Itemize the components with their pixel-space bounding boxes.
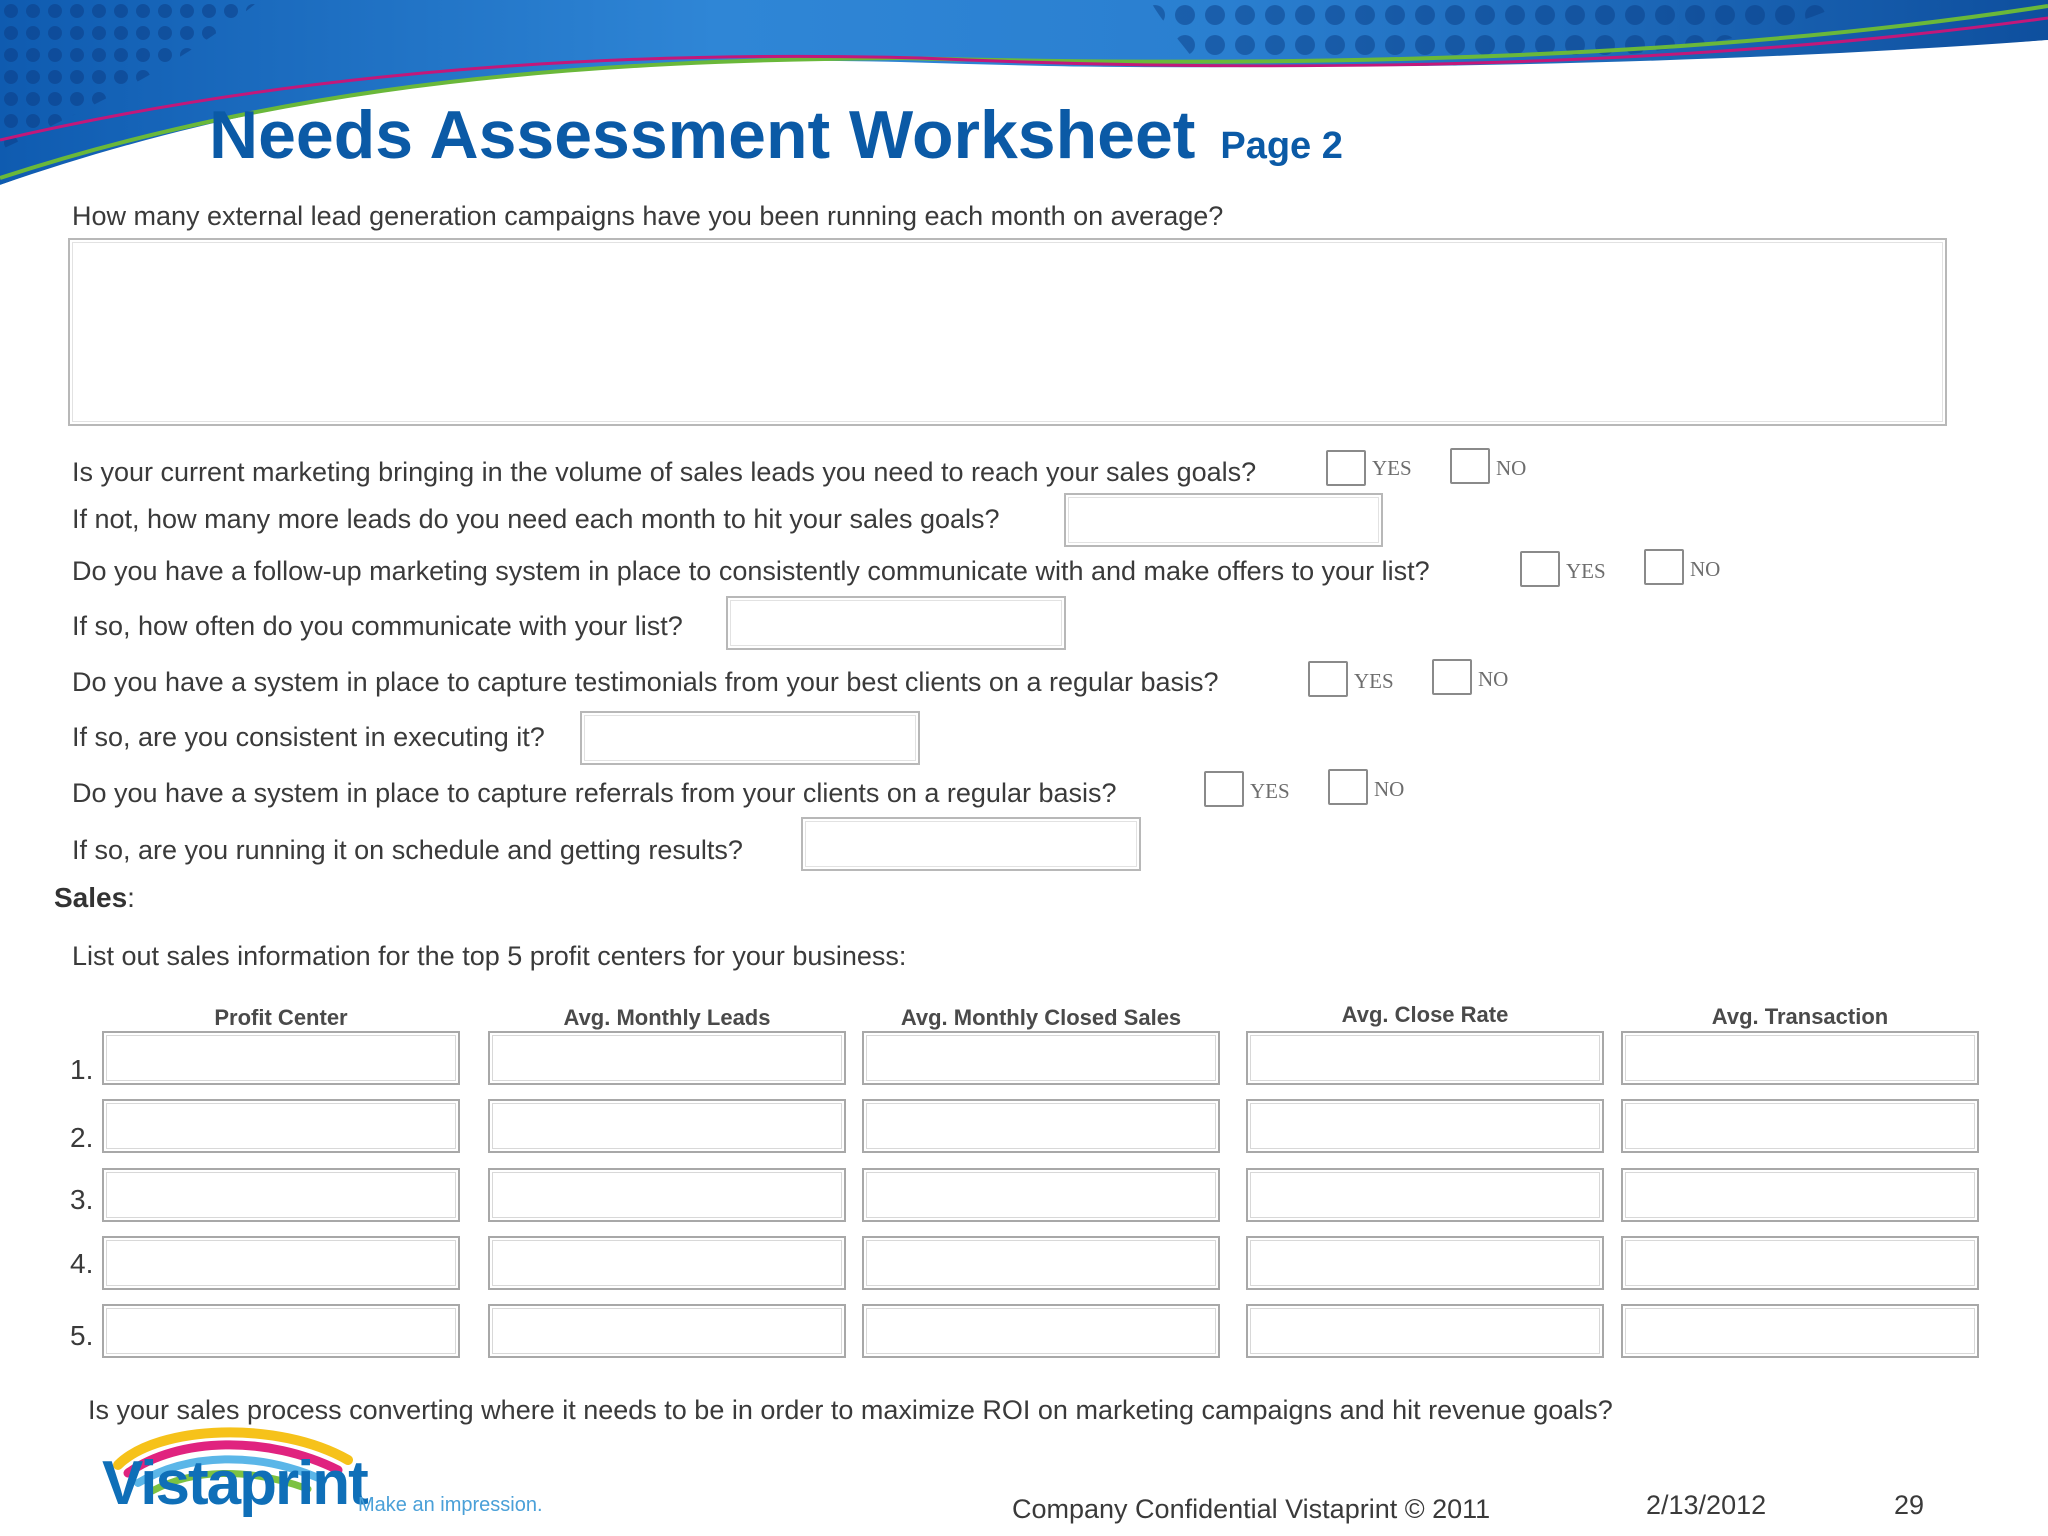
- testimonials-no-label: NO: [1478, 667, 1509, 691]
- campaigns-answer-box[interactable]: [68, 238, 1947, 426]
- sales-cell-close-rate-row-2[interactable]: [1246, 1099, 1604, 1153]
- footer-page-number: 29: [1894, 1490, 1925, 1520]
- page-title: [209, 95, 1343, 186]
- question-testimonials: Do you have a system in place to capture testimonials from your best clients on a regular basis?: [72, 667, 1219, 697]
- schedule-input[interactable]: [801, 817, 1141, 871]
- question-volume: Is your current marketing bringing in the volume of sales leads you need to reach your sales goals?: [72, 457, 1257, 487]
- sales-cell-closed-sales-row-2[interactable]: [862, 1099, 1220, 1153]
- sales-cell-monthly-leads-row-5[interactable]: [488, 1304, 846, 1358]
- sales-cell-close-rate-row-1[interactable]: [1246, 1031, 1604, 1085]
- sales-cell-monthly-leads-row-4[interactable]: [488, 1236, 846, 1290]
- sales-heading-colon: :: [127, 882, 135, 913]
- column-header-monthly-leads: Avg. Monthly Leads: [563, 1005, 771, 1030]
- sales-cell-profit-center-row-1[interactable]: [102, 1031, 460, 1085]
- question-schedule: If so, are you running it on schedule and getting results?: [72, 835, 743, 865]
- sales-cell-closed-sales-row-5[interactable]: [862, 1304, 1220, 1358]
- testimonials-no-checkbox[interactable]: [1432, 659, 1472, 695]
- logo-tagline: Make an impression.: [358, 1494, 543, 1516]
- column-header-close-rate: Avg. Close Rate: [1341, 1002, 1509, 1027]
- testimonials-yes-checkbox[interactable]: [1308, 661, 1348, 697]
- row-number-1: 1.: [70, 1054, 94, 1085]
- consistent-input[interactable]: [580, 711, 920, 765]
- column-header-closed-sales: Avg. Monthly Closed Sales: [900, 1005, 1182, 1030]
- question-how-often: If so, how often do you communicate with your list?: [72, 611, 683, 641]
- sales-cell-closed-sales-row-4[interactable]: [862, 1236, 1220, 1290]
- question-followup: Do you have a follow-up marketing system in place to consistently communicate with and make offers to your list?: [72, 556, 1430, 586]
- sales-cell-transaction-row-5[interactable]: [1621, 1304, 1979, 1358]
- logo-wordmark: Vistaprint: [102, 1449, 367, 1518]
- column-header-profit-center: Profit Center: [214, 1005, 348, 1030]
- question-more-leads: If not, how many more leads do you need each month to hit your sales goals?: [72, 504, 1000, 534]
- row-number-4: 4.: [70, 1248, 94, 1279]
- row-number-5: 5.: [70, 1320, 94, 1351]
- followup-no-checkbox[interactable]: [1644, 549, 1684, 585]
- followup-no-label: NO: [1690, 557, 1721, 581]
- sales-cell-closed-sales-row-1[interactable]: [862, 1031, 1220, 1085]
- volume-no-label: NO: [1496, 456, 1527, 480]
- row-number-2: 2.: [70, 1122, 94, 1153]
- sales-heading-text: Sales: [54, 882, 128, 913]
- referrals-yes-checkbox[interactable]: [1204, 771, 1244, 807]
- testimonials-yes-label: YES: [1354, 669, 1394, 693]
- question-consistent: If so, are you consistent in executing it?: [72, 722, 545, 752]
- sales-cell-profit-center-row-5[interactable]: [102, 1304, 460, 1358]
- volume-yes-label: YES: [1372, 456, 1412, 480]
- how-often-input[interactable]: [726, 596, 1066, 650]
- sales-cell-monthly-leads-row-2[interactable]: [488, 1099, 846, 1153]
- sales-cell-monthly-leads-row-1[interactable]: [488, 1031, 846, 1085]
- sales-cell-closed-sales-row-3[interactable]: [862, 1168, 1220, 1222]
- referrals-no-label: NO: [1374, 777, 1405, 801]
- question-referrals: Do you have a system in place to capture referrals from your clients on a regular basis?: [72, 778, 1117, 808]
- question-campaigns: How many external lead generation campaigns have you been running each month on average?: [72, 201, 1224, 231]
- sales-heading: [54, 882, 135, 914]
- row-number-3: 3.: [70, 1184, 94, 1215]
- footer-date: 2/13/2012: [1646, 1490, 1767, 1520]
- volume-yes-checkbox[interactable]: [1326, 450, 1366, 486]
- sales-intro: List out sales information for the top 5 profit centers for your business:: [72, 941, 907, 971]
- more-leads-input[interactable]: [1064, 493, 1383, 547]
- sales-cell-monthly-leads-row-3[interactable]: [488, 1168, 846, 1222]
- referrals-yes-label: YES: [1250, 779, 1290, 803]
- column-header-transaction: Avg. Transaction: [1711, 1004, 1889, 1029]
- followup-yes-checkbox[interactable]: [1520, 551, 1560, 587]
- sales-cell-profit-center-row-4[interactable]: [102, 1236, 460, 1290]
- sales-cell-transaction-row-2[interactable]: [1621, 1099, 1979, 1153]
- referrals-no-checkbox[interactable]: [1328, 769, 1368, 805]
- sales-cell-transaction-row-4[interactable]: [1621, 1236, 1979, 1290]
- footer-confidential: Company Confidential Vistaprint © 2011: [1012, 1494, 1491, 1524]
- sales-cell-close-rate-row-5[interactable]: [1246, 1304, 1604, 1358]
- page-label: Page 2: [1220, 125, 1343, 167]
- volume-no-checkbox[interactable]: [1450, 448, 1490, 484]
- followup-yes-label: YES: [1566, 559, 1606, 583]
- sales-cell-transaction-row-3[interactable]: [1621, 1168, 1979, 1222]
- sales-cell-close-rate-row-3[interactable]: [1246, 1168, 1604, 1222]
- sales-cell-close-rate-row-4[interactable]: [1246, 1236, 1604, 1290]
- sales-cell-profit-center-row-2[interactable]: [102, 1099, 460, 1153]
- closing-question: Is your sales process converting where it needs to be in order to maximize ROI on marketing campaigns and hit revenue goals?: [88, 1395, 1613, 1425]
- title-text: Needs Assessment Worksheet: [209, 97, 1196, 173]
- sales-cell-transaction-row-1[interactable]: [1621, 1031, 1979, 1085]
- sales-cell-profit-center-row-3[interactable]: [102, 1168, 460, 1222]
